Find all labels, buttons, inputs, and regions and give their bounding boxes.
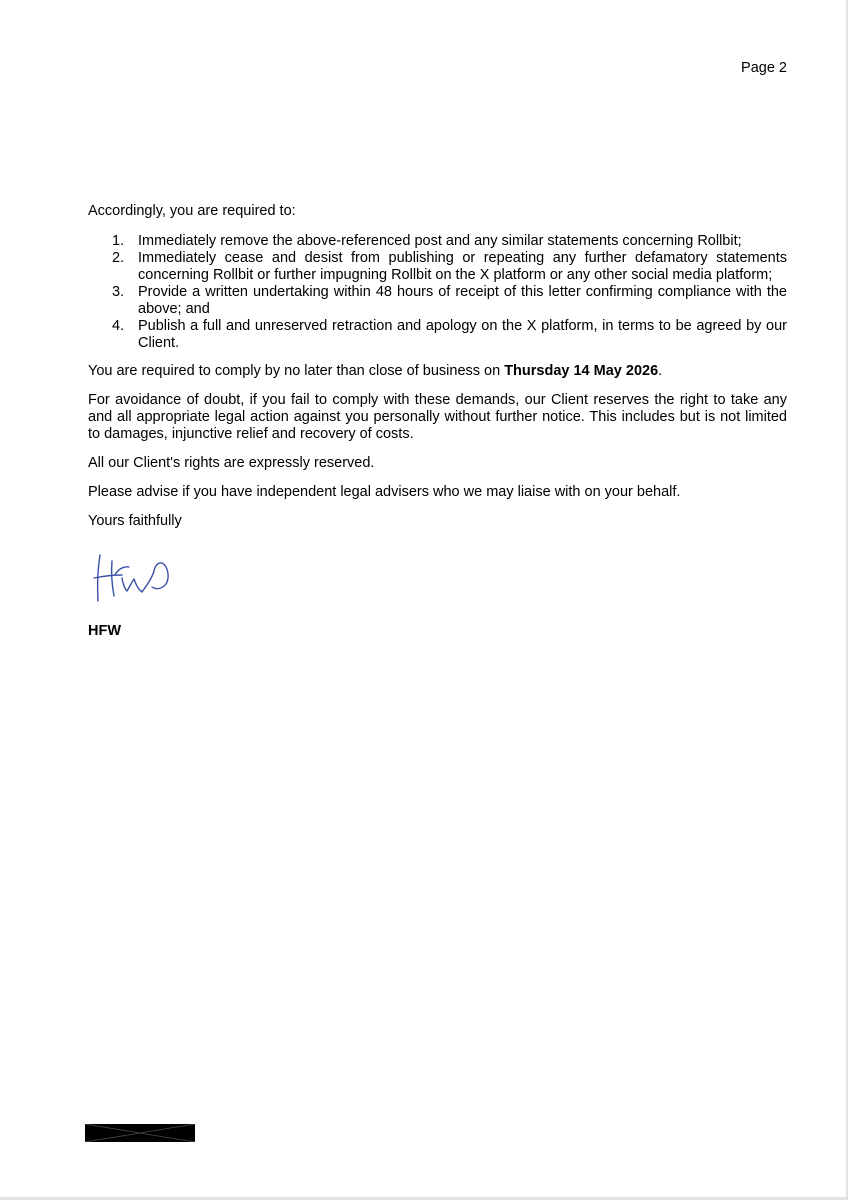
intro-paragraph: Accordingly, you are required to: bbox=[88, 203, 296, 219]
letter-body bbox=[88, 203, 787, 542]
page-number: Page 2 bbox=[741, 60, 787, 76]
deadline-date: Thursday 14 May 2026 bbox=[504, 363, 659, 379]
demand-text: Immediately cease and desist from publishing or repeating any further defamatory statements concerning Rollbit or further impugning Rollbit on the X platform or any other social media platform; bbox=[138, 250, 787, 283]
redaction-cross-icon bbox=[85, 1124, 195, 1142]
signatory-name: HFW bbox=[88, 623, 122, 639]
demand-number: 1. bbox=[112, 233, 125, 249]
deadline-paragraph bbox=[88, 363, 787, 380]
demand-item bbox=[88, 284, 787, 318]
demand-item bbox=[88, 250, 787, 284]
demand-item bbox=[88, 233, 787, 250]
deadline-prefix: You are required to comply by no later than close of business on bbox=[88, 363, 505, 379]
deadline-suffix: . bbox=[658, 363, 663, 379]
demand-number: 3. bbox=[112, 284, 125, 300]
demand-number: 4. bbox=[112, 318, 125, 334]
handwritten-signature bbox=[88, 545, 178, 605]
demand-text: Immediately remove the above-referenced post and any similar statements concerning Rollbit; bbox=[138, 233, 742, 249]
demand-item bbox=[88, 318, 787, 352]
closing-line: Yours faithfully bbox=[88, 513, 182, 529]
signature-icon bbox=[88, 545, 178, 605]
redaction-box bbox=[85, 1124, 195, 1142]
rights-paragraph: All our Client's rights are expressly reserved. bbox=[88, 455, 375, 471]
warning-paragraph: For avoidance of doubt, if you fail to comply with these demands, our Client reserves the right to take any and all appropriate legal action against you personally without further notice. This includes but is not limited to damages, injunctive relief and recovery of costs. bbox=[88, 392, 787, 442]
advisers-paragraph: Please advise if you have independent legal advisers who we may liaise with on your behalf. bbox=[88, 484, 681, 500]
demand-text: Provide a written undertaking within 48 hours of receipt of this letter confirming compliance with the above; and bbox=[138, 284, 787, 317]
demand-text: Publish a full and unreserved retraction and apology on the X platform, in terms to be agreed by our Client. bbox=[138, 318, 787, 351]
demand-number: 2. bbox=[112, 250, 125, 266]
demands-list bbox=[88, 233, 787, 352]
